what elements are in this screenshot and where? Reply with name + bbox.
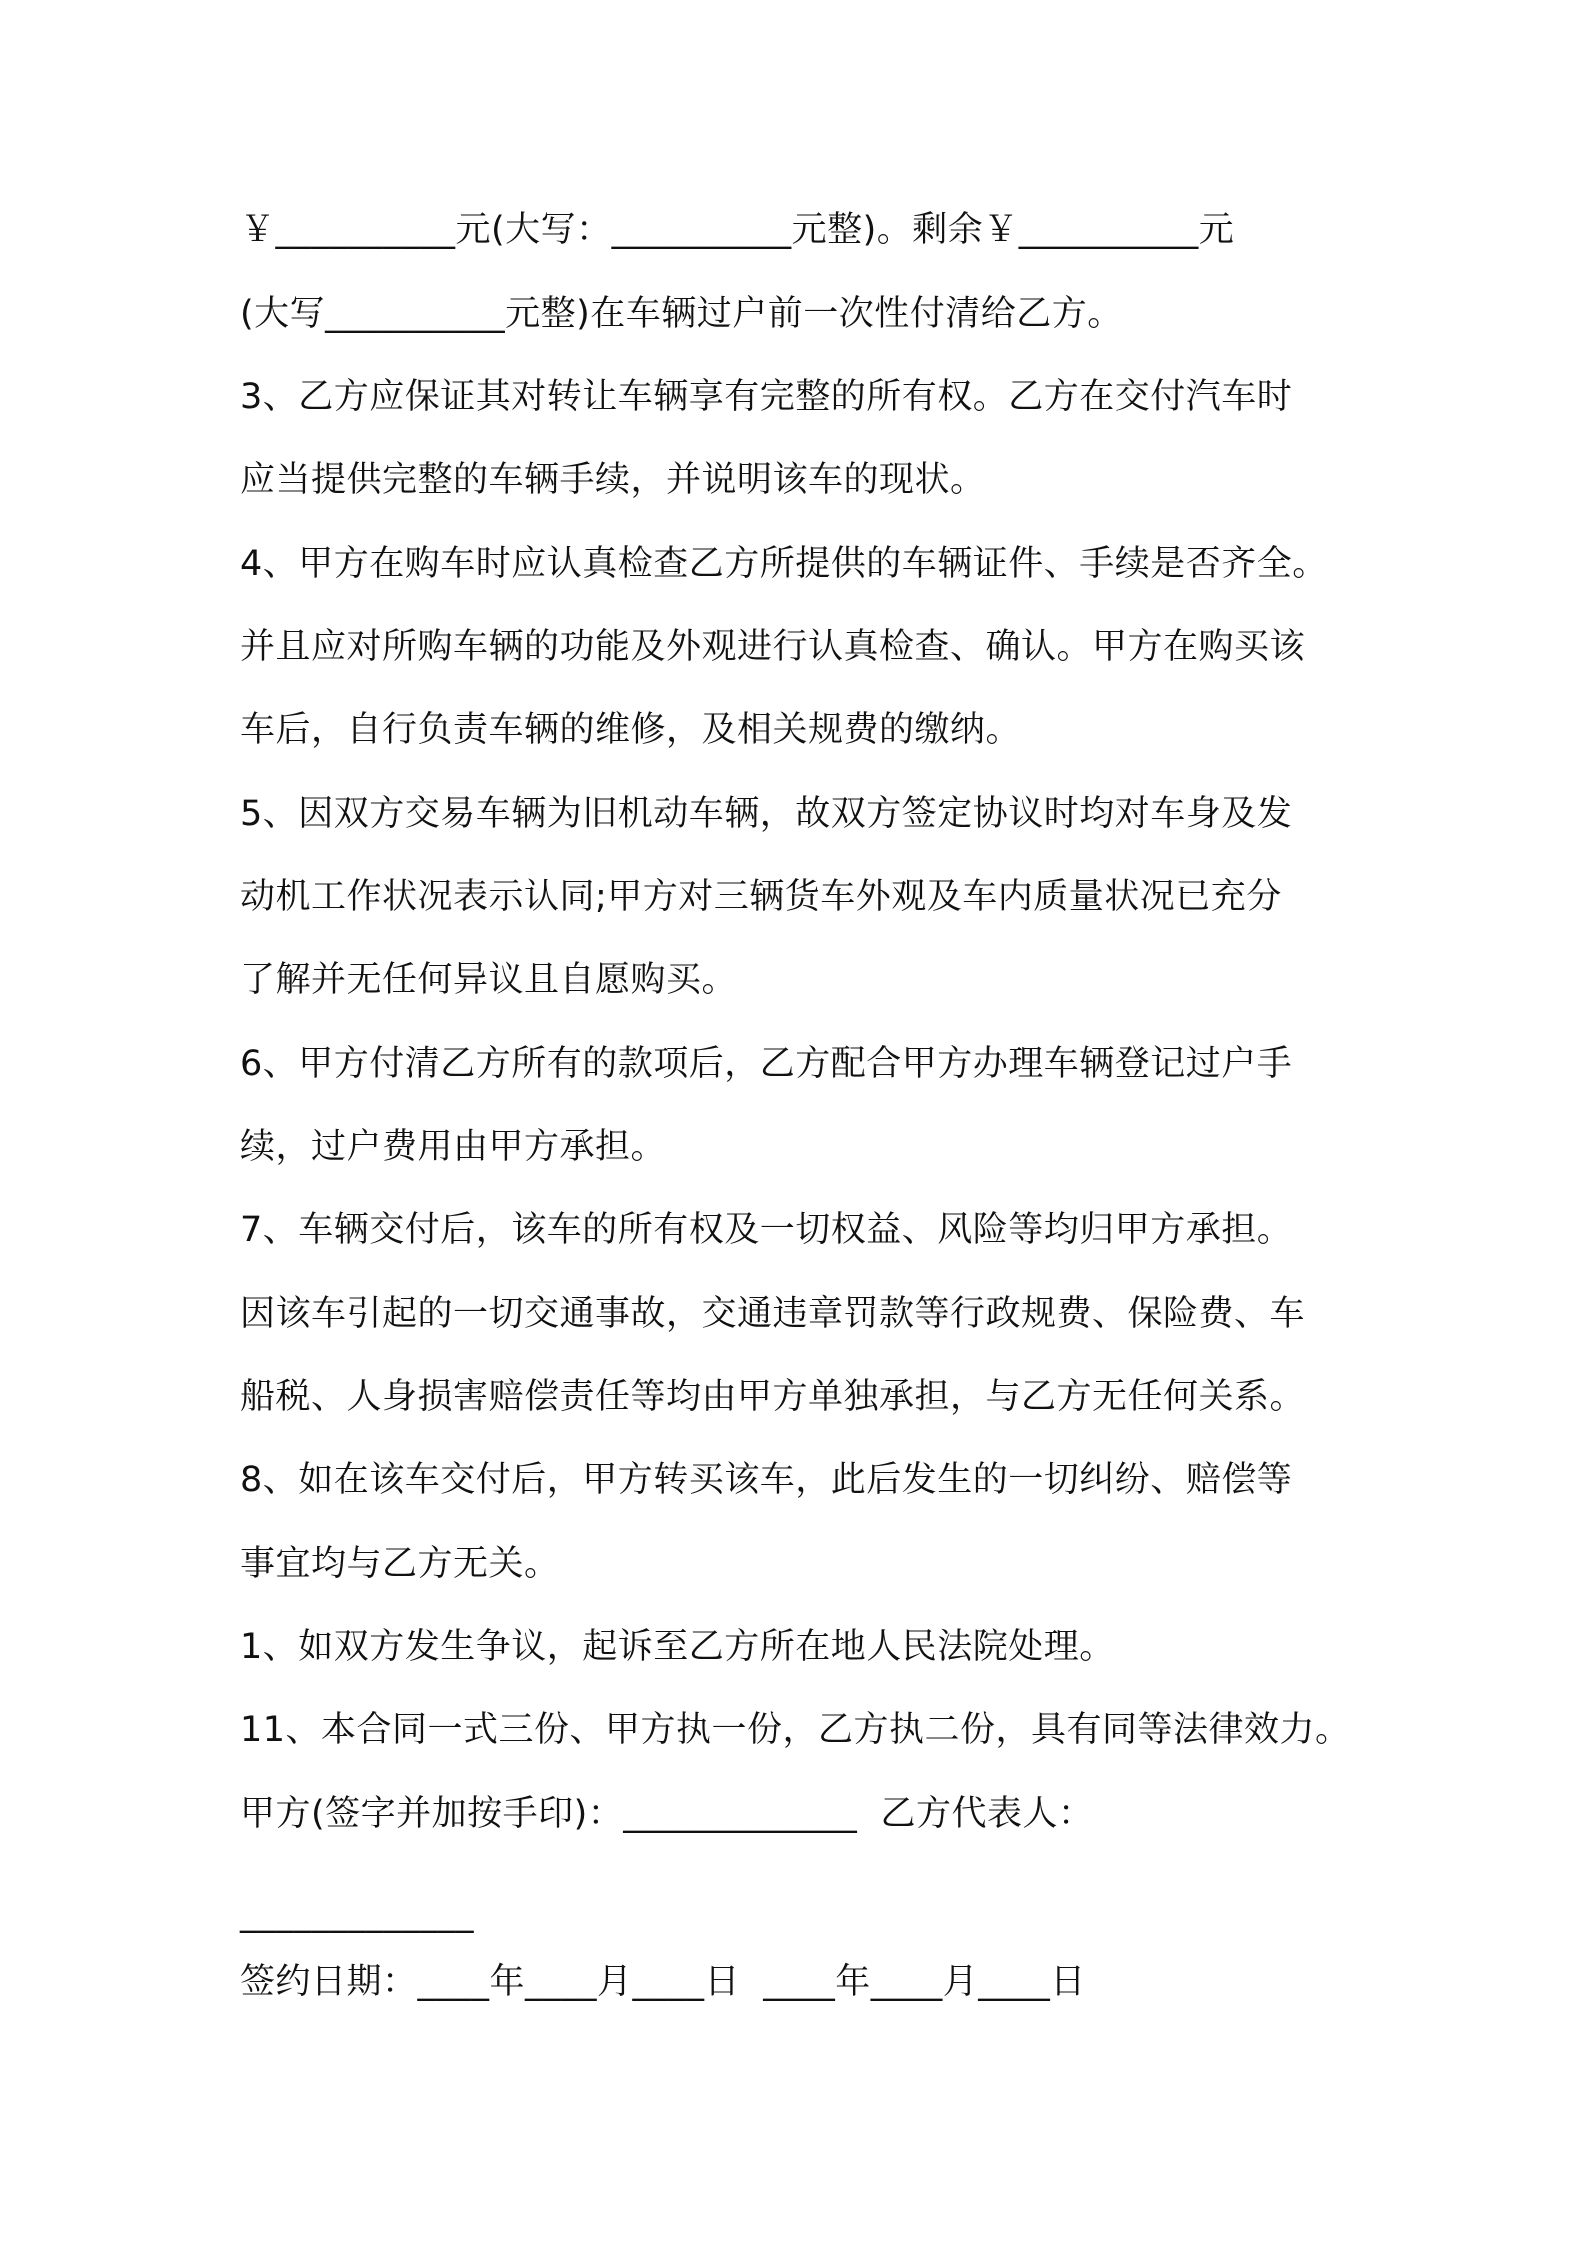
- clause-3-line-1: 3、乙方应保证其对转让车辆享有完整的所有权。乙方在交付汽车时: [240, 377, 1293, 417]
- copies-clause-line: 11、本合同一式三份、甲方执一份，乙方执二份，具有同等法律效力。: [240, 1710, 1351, 1750]
- clause-5-line-3: 了解并无任何异议且自愿购买。: [240, 960, 738, 1000]
- payment-remaining-line: (大写__________元整)在车辆过户前一次性付清给乙方。: [240, 294, 1123, 334]
- clause-7-line-2: 因该车引起的一切交通事故，交通违章罚款等行政规费、保险费、车: [240, 1294, 1306, 1334]
- clause-5-line-2: 动机工作状况表示认同;甲方对三辆货车外观及车内质量状况已充分: [240, 877, 1282, 917]
- signature-blank-line: _____________: [240, 1894, 474, 1934]
- clause-7-line-1: 7、车辆交付后，该车的所有权及一切权益、风险等均归甲方承担。: [240, 1210, 1293, 1250]
- signing-date-line: 签约日期：____年____月____日 ____年____月____日: [240, 1962, 1086, 2002]
- clause-3-line-2: 应当提供完整的车辆手续，并说明该车的现状。: [240, 460, 986, 500]
- clause-5-line-1: 5、因双方交易车辆为旧机动车辆，故双方签定协议时均对车身及发: [240, 794, 1293, 834]
- clause-8-line-1: 8、如在该车交付后，甲方转买该车，此后发生的一切纠纷、赔偿等: [240, 1460, 1293, 1500]
- clause-4-line-3: 车后，自行负责车辆的维修，及相关规费的缴纳。: [240, 710, 1022, 750]
- signature-line: 甲方(签字并加按手印)：_____________ 乙方代表人：: [240, 1794, 1094, 1834]
- clause-6-line-1: 6、甲方付清乙方所有的款项后，乙方配合甲方办理车辆登记过户手: [240, 1044, 1293, 1084]
- dispute-clause-line: 1、如双方发生争议，起诉至乙方所在地人民法院处理。: [240, 1627, 1115, 1667]
- payment-amount-line: ￥__________元(大写：__________元整)。剩余￥__________元: [240, 210, 1235, 250]
- clause-4-line-2: 并且应对所购车辆的功能及外观进行认真检查、确认。甲方在购买该: [240, 627, 1306, 667]
- clause-6-line-2: 续，过户费用由甲方承担。: [240, 1127, 667, 1167]
- clause-4-line-1: 4、甲方在购车时应认真检查乙方所提供的车辆证件、手续是否齐全。: [240, 544, 1328, 584]
- clause-8-line-2: 事宜均与乙方无关。: [240, 1544, 560, 1584]
- clause-7-line-3: 船税、人身损害赔偿责任等均由甲方单独承担，与乙方无任何关系。: [240, 1377, 1306, 1417]
